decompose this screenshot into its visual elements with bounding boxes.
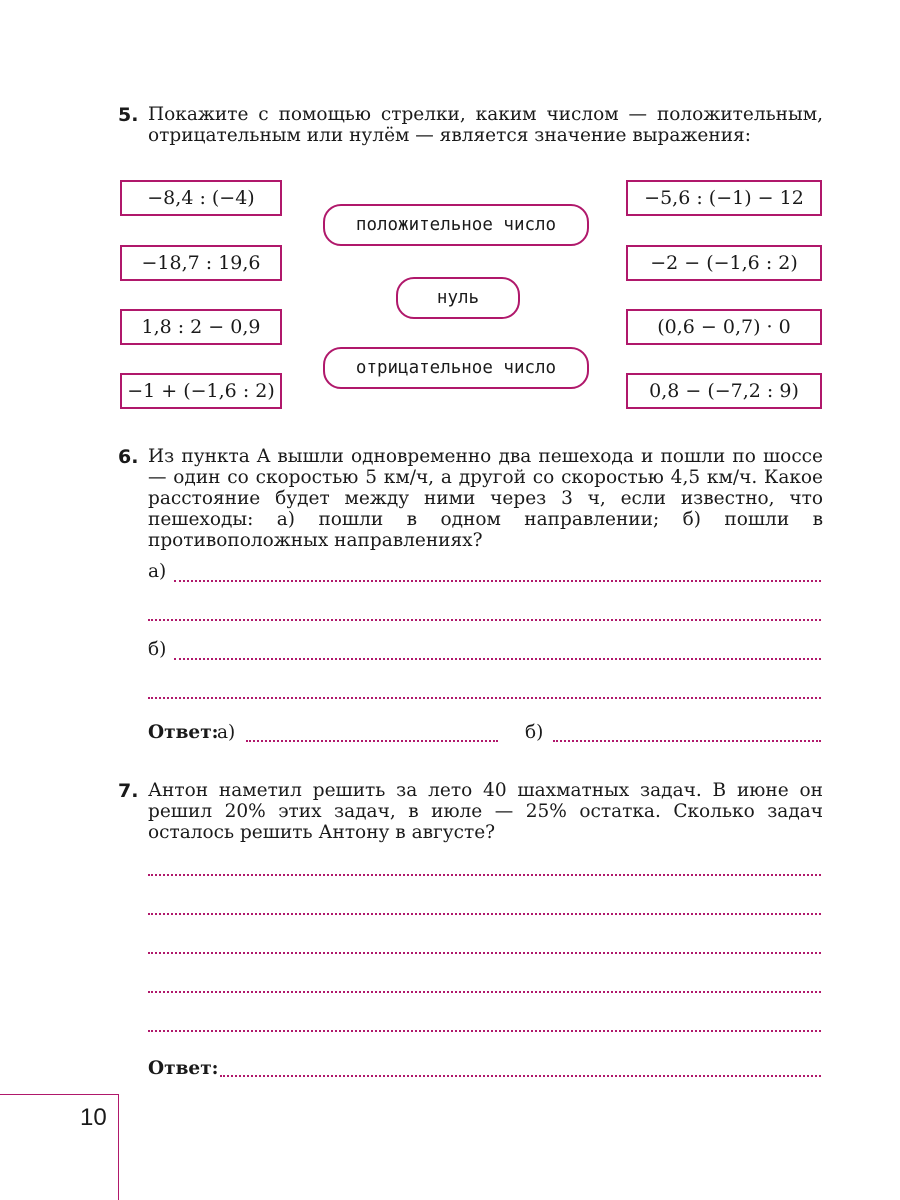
task-5-text: Покажите с помощью стрелки, каким числом — положительным, отрицательным или нулём — является значение выражения: (148, 104, 823, 146)
answer-b-line[interactable] (553, 740, 821, 742)
expression-box[interactable]: 1,8 : 2 − 0,9 (120, 309, 282, 345)
answer-label: Ответ: (148, 1058, 219, 1079)
page-corner-rule (0, 1094, 118, 1095)
answer-line[interactable] (148, 619, 821, 621)
answer-b-label: б) (525, 722, 544, 743)
expression-box[interactable]: −8,4 : (−4) (120, 180, 282, 216)
task-7-number: 7. (118, 780, 139, 802)
label-b: б) (148, 639, 167, 660)
answer-negative[interactable]: отрицательное число (323, 347, 589, 389)
task-7-text: Антон наметил решить за лето 40 шахматных задач. В июне он решил 20% этих задач, в июле — 25% остатка. Сколько задач осталось решить Антону в августе? (148, 780, 823, 843)
label-a: а) (148, 561, 167, 582)
task-6-text: Из пункта A вышли одновременно два пешехода и пошли по шоссе — один со скоростью 5 км/ч, а другой со скоростью 4,5 км/ч. Какое расстояние будет между ними через 3 ч, если известно, что пешеходы: а) пошли в одном направлении; б) пошли в противоположных направлениях? (148, 446, 823, 551)
answer-line[interactable] (148, 697, 821, 699)
expression-box[interactable]: (0,6 − 0,7) · 0 (626, 309, 822, 345)
answer-label: Ответ: (148, 722, 219, 743)
expression-box[interactable]: −18,7 : 19,6 (120, 245, 282, 281)
task-6-number: 6. (118, 446, 139, 468)
answer-a-label: а) (217, 722, 236, 743)
answer-line[interactable] (148, 1030, 821, 1032)
answer-a-line[interactable] (246, 740, 498, 742)
answer-line[interactable] (174, 658, 821, 660)
answer-line[interactable] (148, 874, 821, 876)
answer-line[interactable] (174, 580, 821, 582)
expression-box[interactable]: −5,6 : (−1) − 12 (626, 180, 822, 216)
answer-zero[interactable]: нуль (396, 277, 520, 319)
answer-line[interactable] (220, 1075, 821, 1077)
page-corner-rule (118, 1094, 119, 1200)
answer-line[interactable] (148, 952, 821, 954)
expression-box[interactable]: −1 + (−1,6 : 2) (120, 373, 282, 409)
expression-box[interactable]: 0,8 − (−7,2 : 9) (626, 373, 822, 409)
answer-positive[interactable]: положительное число (323, 204, 589, 246)
expression-box[interactable]: −2 − (−1,6 : 2) (626, 245, 822, 281)
answer-line[interactable] (148, 913, 821, 915)
task-5-number: 5. (118, 104, 139, 126)
answer-line[interactable] (148, 991, 821, 993)
page-number: 10 (80, 1104, 107, 1131)
